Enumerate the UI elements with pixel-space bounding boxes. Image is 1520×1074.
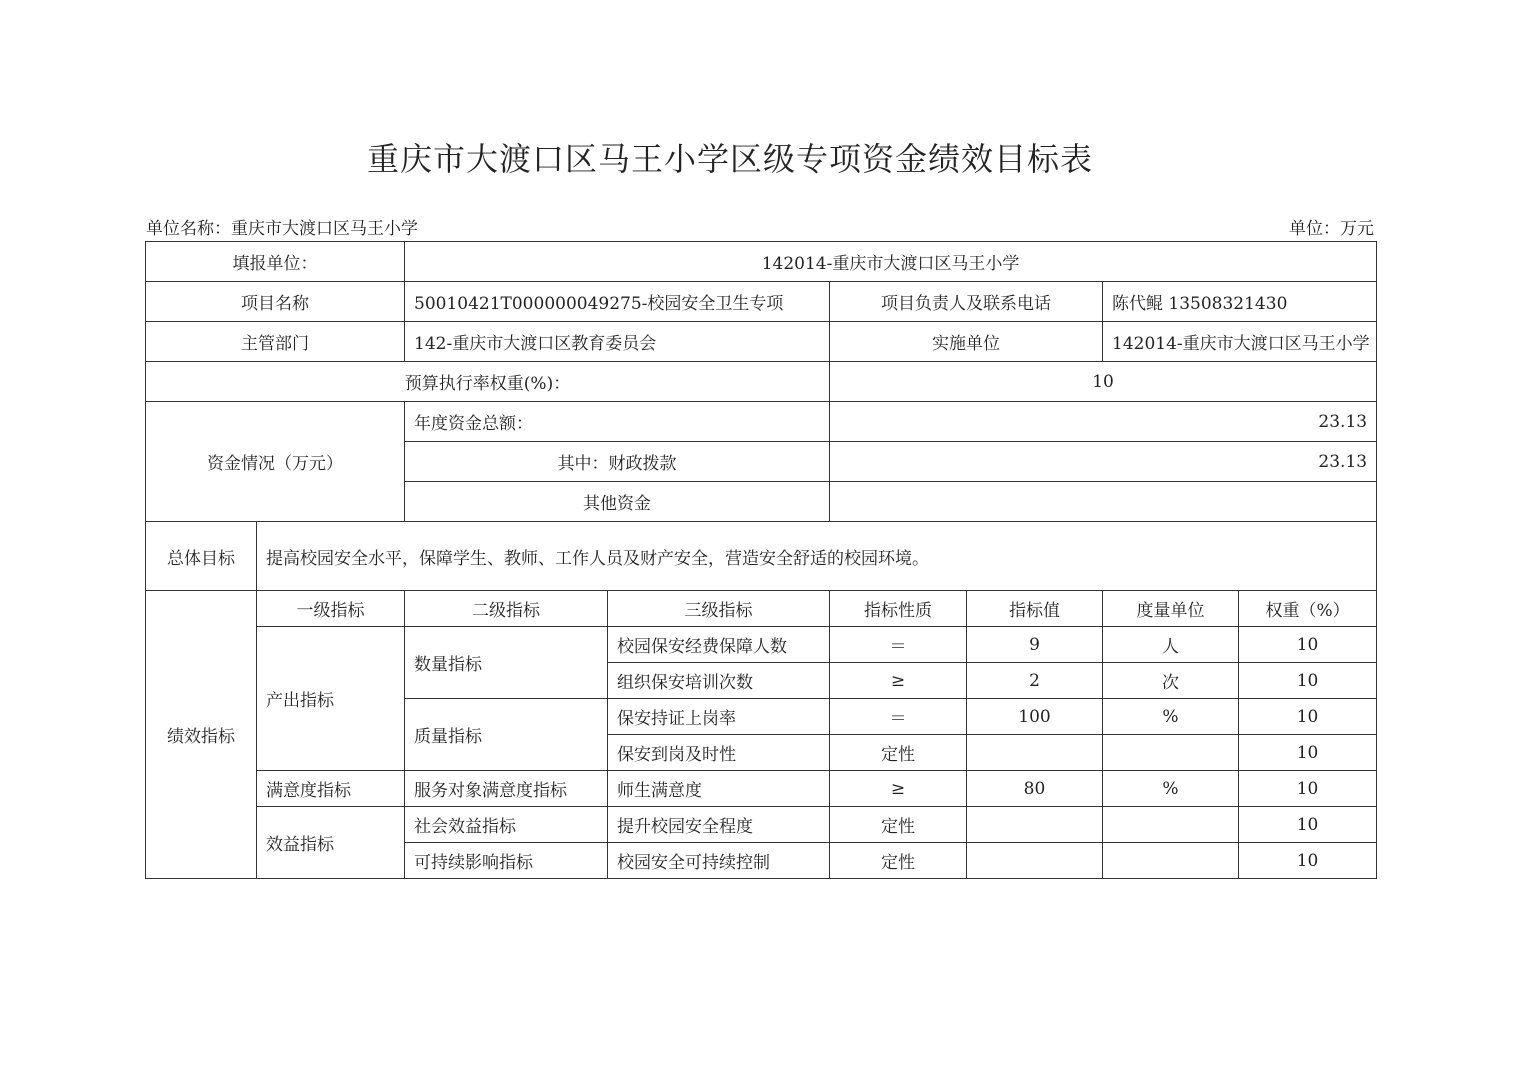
- indicator-unit: [1103, 807, 1239, 843]
- indicator-unit: %: [1103, 771, 1239, 807]
- indicator-value: 2: [967, 663, 1103, 699]
- indicator-value: 9: [967, 627, 1103, 663]
- indicator-weight: 10: [1239, 699, 1377, 735]
- indicator-value: 100: [967, 699, 1103, 735]
- header-unit: 度量单位: [1103, 591, 1239, 627]
- goal-label: 总体目标: [146, 522, 257, 591]
- level2-quantity: 数量指标: [405, 627, 608, 699]
- dept-label: 主管部门: [146, 322, 405, 362]
- indicator-name: 校园安全可持续控制: [608, 843, 830, 879]
- indicator-unit: 次: [1103, 663, 1239, 699]
- funds-total-value: 23.13: [830, 402, 1377, 442]
- indicator-unit: [1103, 843, 1239, 879]
- indicator-name: 师生满意度: [608, 771, 830, 807]
- indicator-name: 提升校园安全程度: [608, 807, 830, 843]
- level2-sustainable: 可持续影响指标: [405, 843, 608, 879]
- header-nature: 指标性质: [830, 591, 967, 627]
- indicator-unit: [1103, 735, 1239, 771]
- indicator-weight: 10: [1239, 735, 1377, 771]
- indicator-weight: 10: [1239, 843, 1377, 879]
- level2-quality: 质量指标: [405, 699, 608, 771]
- indicator-value: [967, 843, 1103, 879]
- indicator-value: [967, 735, 1103, 771]
- table-row: [146, 282, 1377, 322]
- level2-social-benefit: 社会效益指标: [405, 807, 608, 843]
- impl-value: 142014-重庆市大渡口区马王小学: [1103, 322, 1377, 362]
- indicator-nature: ＝: [830, 627, 967, 663]
- unit-label: 单位：万元: [1289, 219, 1374, 239]
- level1-benefit: 效益指标: [257, 807, 405, 879]
- indicator-unit: 人: [1103, 627, 1239, 663]
- table-row: [146, 362, 1377, 402]
- perf-label: 绩效指标: [146, 591, 257, 879]
- header-level3: 三级指标: [608, 591, 830, 627]
- indicator-value: [967, 807, 1103, 843]
- funds-fiscal-label: 其中：财政拨款: [405, 442, 830, 482]
- indicator-weight: 10: [1239, 663, 1377, 699]
- contact-label: 项目负责人及联系电话: [830, 282, 1103, 322]
- contact-value: 陈代鲲 13508321430: [1103, 282, 1377, 322]
- level2-service-satisfaction: 服务对象满意度指标: [405, 771, 608, 807]
- indicator-name: 保安到岗及时性: [608, 735, 830, 771]
- performance-table: [145, 241, 1377, 879]
- table-row: [146, 522, 1377, 591]
- indicator-nature: ＝: [830, 699, 967, 735]
- funds-fiscal-value: 23.13: [830, 442, 1377, 482]
- indicator-weight: 10: [1239, 627, 1377, 663]
- header-weight: 权重（%）: [1239, 591, 1377, 627]
- funds-label: 资金情况（万元）: [146, 402, 405, 522]
- indicator-value: 80: [967, 771, 1103, 807]
- indicator-name: 组织保安培训次数: [608, 663, 830, 699]
- table-row: [146, 807, 1377, 843]
- unit-name: 单位名称：重庆市大渡口区马王小学: [146, 219, 418, 239]
- indicator-nature: ≥: [830, 663, 967, 699]
- level1-satisfaction: 满意度指标: [257, 771, 405, 807]
- dept-value: 142-重庆市大渡口区教育委员会: [405, 322, 830, 362]
- indicator-nature: 定性: [830, 807, 967, 843]
- fill-unit-value: 142014-重庆市大渡口区马王小学: [405, 242, 1377, 282]
- header-value: 指标值: [967, 591, 1103, 627]
- table-header-row: [146, 591, 1377, 627]
- indicator-nature: 定性: [830, 843, 967, 879]
- table-row: [146, 322, 1377, 362]
- budget-weight-label: 预算执行率权重(%)：: [146, 362, 830, 402]
- fill-unit-label: 填报单位：: [146, 242, 405, 282]
- impl-label: 实施单位: [830, 322, 1103, 362]
- indicator-nature: 定性: [830, 735, 967, 771]
- indicator-unit: %: [1103, 699, 1239, 735]
- indicator-weight: 10: [1239, 807, 1377, 843]
- goal-text: 提高校园安全水平，保障学生、教师、工作人员及财产安全，营造安全舒适的校园环境。: [257, 522, 1377, 591]
- funds-other-label: 其他资金: [405, 482, 830, 522]
- funds-total-label: 年度资金总额：: [405, 402, 830, 442]
- level1-output: 产出指标: [257, 627, 405, 771]
- indicator-name: 校园保安经费保障人数: [608, 627, 830, 663]
- table-row: [146, 242, 1377, 282]
- table-row: [146, 627, 1377, 663]
- table-row: [146, 402, 1377, 442]
- indicator-weight: 10: [1239, 771, 1377, 807]
- project-name-value: 50010421T000000049275-校园安全卫生专项: [405, 282, 830, 322]
- budget-weight-value: 10: [830, 362, 1377, 402]
- header-level2: 二级指标: [405, 591, 608, 627]
- header-level1: 一级指标: [257, 591, 405, 627]
- project-name-label: 项目名称: [146, 282, 405, 322]
- funds-other-value: [830, 482, 1377, 522]
- page-title: 重庆市大渡口区马王小学区级专项资金绩效目标表: [366, 140, 1093, 178]
- indicator-nature: ≥: [830, 771, 967, 807]
- indicator-name: 保安持证上岗率: [608, 699, 830, 735]
- table-row: [146, 771, 1377, 807]
